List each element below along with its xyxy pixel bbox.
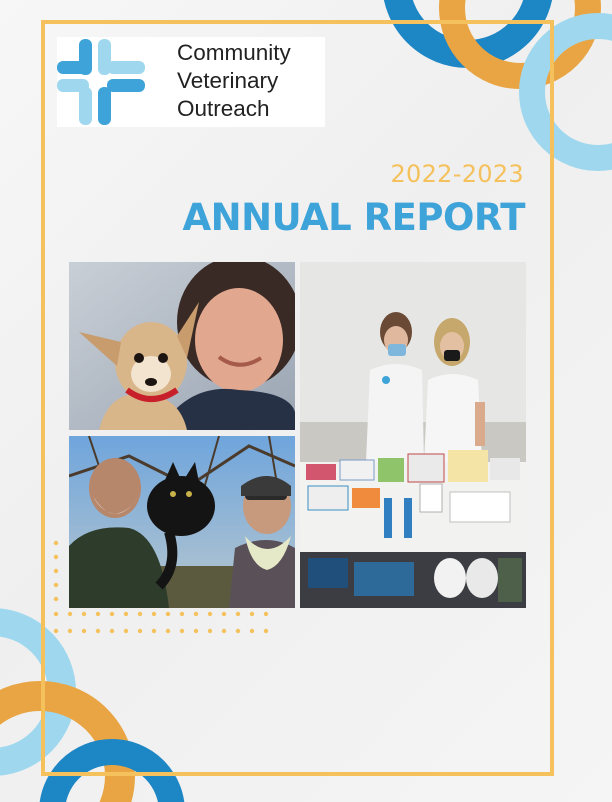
dot-pattern-horizontal — [51, 610, 271, 636]
volunteers-supply-table-photo — [300, 262, 526, 608]
logo — [57, 37, 325, 127]
report-years: 2022-2023 — [390, 160, 524, 188]
logo-line-outreach: Outreach — [177, 96, 270, 121]
logo-text — [177, 39, 325, 123]
logo-line-community: Community — [177, 40, 291, 65]
logo-cross-icon — [57, 37, 147, 127]
man-with-cat-photo — [69, 436, 295, 608]
logo-line-veterinary: Veterinary — [177, 68, 279, 93]
dot-pattern-vertical — [51, 540, 61, 610]
woman-with-dog-photo — [69, 262, 295, 430]
report-title: ANNUAL REPORT — [182, 196, 525, 239]
